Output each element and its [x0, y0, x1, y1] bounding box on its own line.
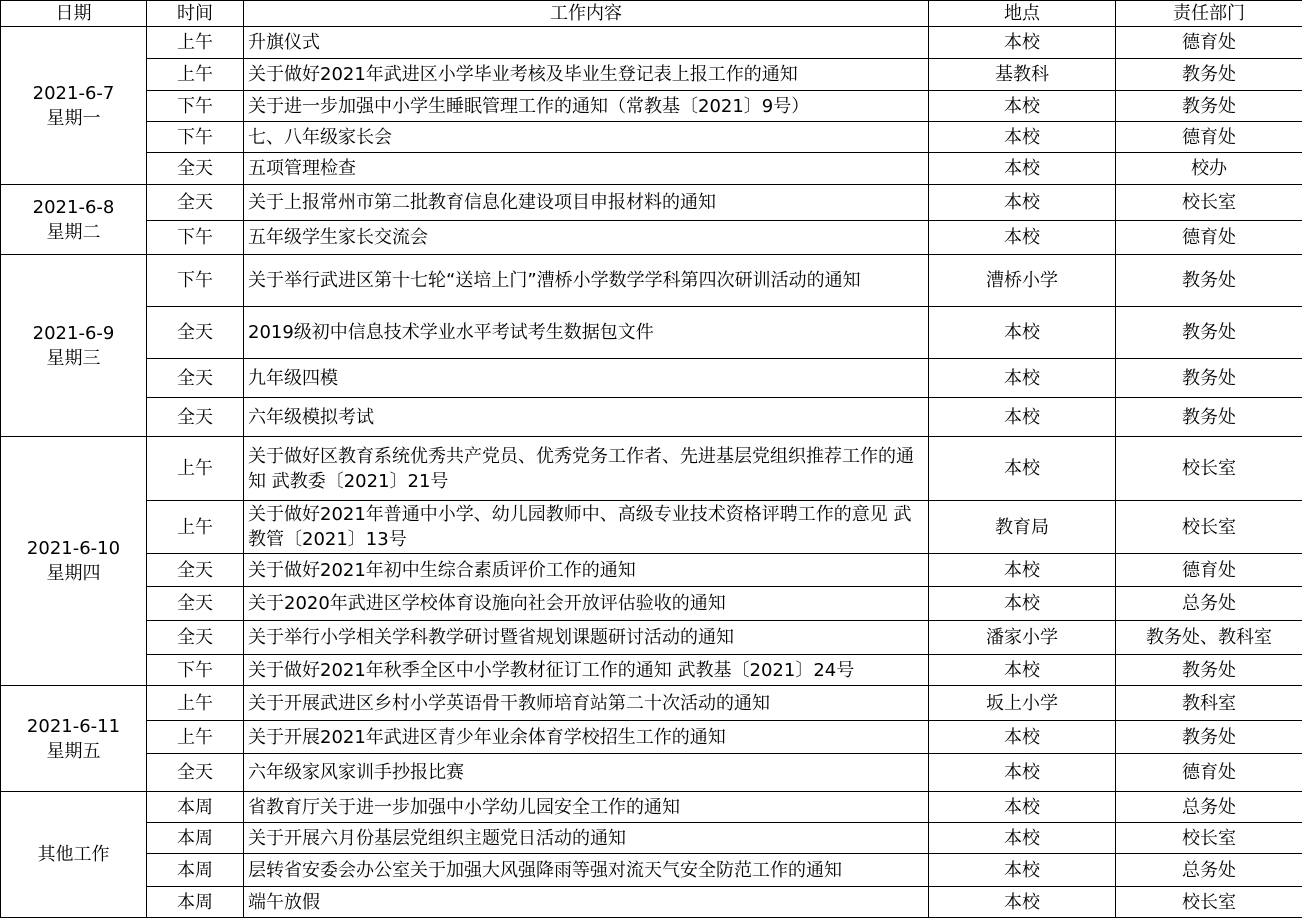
location-cell: 本校	[929, 27, 1116, 59]
table-row	[1, 437, 1302, 501]
content-cell: 六年级模拟考试	[244, 398, 929, 437]
content-cell: 九年级四模	[244, 359, 929, 398]
content-cell: 关于开展六月份基层党组织主题党日活动的通知	[244, 823, 929, 854]
table-row	[1, 122, 1302, 153]
header-row	[1, 1, 1302, 27]
schedule-body	[1, 27, 1302, 918]
time-cell: 全天	[147, 359, 244, 398]
date-cell	[1, 255, 147, 437]
department-cell: 教务处	[1116, 721, 1302, 754]
location-cell: 本校	[929, 587, 1116, 621]
department-cell: 总务处	[1116, 792, 1302, 823]
table-row	[1, 153, 1302, 185]
table-row	[1, 255, 1302, 307]
date-label: 其他工作	[37, 844, 110, 865]
location-cell: 本校	[929, 122, 1116, 153]
table-row	[1, 359, 1302, 398]
department-cell: 教务处	[1116, 398, 1302, 437]
table-row	[1, 27, 1302, 59]
content-cell: 关于进一步加强中小学生睡眠管理工作的通知（常教基〔2021〕9号）	[244, 91, 929, 122]
time-cell: 上午	[147, 27, 244, 59]
location-cell: 本校	[929, 91, 1116, 122]
department-cell: 校长室	[1116, 185, 1302, 221]
date-label: 2021-6-10	[26, 538, 121, 559]
department-cell: 教务处	[1116, 359, 1302, 398]
time-cell: 上午	[147, 686, 244, 721]
content-cell: 升旗仪式	[244, 27, 929, 59]
time-cell: 本周	[147, 792, 244, 823]
time-cell: 上午	[147, 721, 244, 754]
department-cell: 校长室	[1116, 437, 1302, 501]
content-cell: 关于开展武进区乡村小学英语骨干教师培育站第二十次活动的通知	[244, 686, 929, 721]
table-row	[1, 823, 1302, 854]
department-cell: 教务处	[1116, 307, 1302, 359]
location-cell: 本校	[929, 307, 1116, 359]
content-cell: 关于开展2021年武进区青少年业余体育学校招生工作的通知	[244, 721, 929, 754]
location-cell: 本校	[929, 398, 1116, 437]
content-cell: 关于2020年武进区学校体育设施向社会开放评估验收的通知	[244, 587, 929, 621]
content-cell: 关于上报常州市第二批教育信息化建设项目申报材料的通知	[244, 185, 929, 221]
table-row	[1, 307, 1302, 359]
table-row	[1, 221, 1302, 255]
table-row	[1, 91, 1302, 122]
department-cell: 教科室	[1116, 686, 1302, 721]
department-cell: 校长室	[1116, 501, 1302, 554]
content-cell: 关于举行小学相关学科教学研讨暨省规划课题研讨活动的通知	[244, 621, 929, 655]
department-cell: 校办	[1116, 153, 1302, 185]
weekday-label: 星期四	[46, 563, 101, 584]
location-cell: 本校	[929, 721, 1116, 754]
content-cell: 层转省安委会办公室关于加强大风强降雨等强对流天气安全防范工作的通知	[244, 854, 929, 887]
weekday-label: 星期三	[46, 347, 101, 369]
date-cell	[1, 185, 147, 255]
location-cell: 本校	[929, 854, 1116, 887]
department-cell: 德育处	[1116, 221, 1302, 255]
time-cell: 全天	[147, 398, 244, 437]
location-cell: 本校	[929, 359, 1116, 398]
time-cell: 全天	[147, 587, 244, 621]
date-cell	[1, 27, 147, 185]
table-row	[1, 501, 1302, 554]
department-cell: 总务处	[1116, 854, 1302, 887]
date-label: 2021-6-8	[32, 196, 115, 218]
content-cell: 省教育厅关于进一步加强中小学幼儿园安全工作的通知	[244, 792, 929, 823]
department-cell: 校长室	[1116, 823, 1302, 854]
weekday-label: 星期一	[46, 107, 101, 129]
department-cell: 德育处	[1116, 554, 1302, 587]
table-row	[1, 721, 1302, 754]
time-cell: 上午	[147, 501, 244, 554]
department-cell: 德育处	[1116, 754, 1302, 792]
table-row	[1, 854, 1302, 887]
location-cell: 本校	[929, 655, 1116, 686]
content-cell: 关于做好2021年普通中小学、幼儿园教师中、高级专业技术资格评聘工作的意见 武教管〔2021〕13号	[244, 501, 929, 554]
content-cell: 五年级学生家长交流会	[244, 221, 929, 255]
table-row	[1, 792, 1302, 823]
table-row	[1, 398, 1302, 437]
time-cell: 上午	[147, 437, 244, 501]
date-label: 2021-6-7	[32, 82, 115, 104]
department-cell: 教务处	[1116, 91, 1302, 122]
time-cell: 下午	[147, 221, 244, 255]
content-cell: 关于举行武进区第十七轮“送培上门”漕桥小学数学学科第四次研训活动的通知	[244, 255, 929, 307]
table-row	[1, 655, 1302, 686]
time-cell: 本周	[147, 887, 244, 918]
table-row	[1, 554, 1302, 587]
department-cell: 教务处	[1116, 655, 1302, 686]
content-cell: 端午放假	[244, 887, 929, 918]
time-cell: 本周	[147, 854, 244, 887]
department-cell: 校长室	[1116, 887, 1302, 918]
location-cell: 潘家小学	[929, 621, 1116, 655]
time-cell: 下午	[147, 255, 244, 307]
table-row	[1, 185, 1302, 221]
header-time: 时间	[147, 1, 244, 27]
department-cell: 德育处	[1116, 27, 1302, 59]
location-cell: 本校	[929, 754, 1116, 792]
location-cell: 漕桥小学	[929, 255, 1116, 307]
table-row	[1, 587, 1302, 621]
content-cell: 五项管理检查	[244, 153, 929, 185]
time-cell: 下午	[147, 122, 244, 153]
table-row	[1, 887, 1302, 918]
content-cell: 关于做好2021年初中生综合素质评价工作的通知	[244, 554, 929, 587]
time-cell: 上午	[147, 59, 244, 91]
location-cell: 本校	[929, 437, 1116, 501]
location-cell: 本校	[929, 823, 1116, 854]
location-cell: 本校	[929, 792, 1116, 823]
date-cell	[1, 792, 147, 918]
header-location: 地点	[929, 1, 1116, 27]
time-cell: 全天	[147, 153, 244, 185]
date-label: 2021-6-11	[26, 715, 121, 737]
department-cell: 教务处	[1116, 59, 1302, 91]
date-cell	[1, 437, 147, 686]
location-cell: 本校	[929, 887, 1116, 918]
date-label: 2021-6-9	[32, 322, 115, 344]
header-content: 工作内容	[244, 1, 929, 27]
location-cell: 教育局	[929, 501, 1116, 554]
time-cell: 下午	[147, 655, 244, 686]
header-department: 责任部门	[1116, 1, 1302, 27]
weekday-label: 星期二	[46, 221, 101, 243]
time-cell: 全天	[147, 554, 244, 587]
location-cell: 坂上小学	[929, 686, 1116, 721]
time-cell: 全天	[147, 754, 244, 792]
department-cell: 教务处	[1116, 255, 1302, 307]
content-cell: 2019级初中信息技术学业水平考试考生数据包文件	[244, 307, 929, 359]
department-cell: 德育处	[1116, 122, 1302, 153]
content-cell: 六年级家风家训手抄报比赛	[244, 754, 929, 792]
location-cell: 本校	[929, 185, 1116, 221]
location-cell: 本校	[929, 153, 1116, 185]
time-cell: 全天	[147, 307, 244, 359]
content-cell: 关于做好2021年秋季全区中小学教材征订工作的通知 武教基〔2021〕24号	[244, 655, 929, 686]
time-cell: 全天	[147, 185, 244, 221]
location-cell: 基教科	[929, 59, 1116, 91]
table-row	[1, 686, 1302, 721]
department-cell: 总务处	[1116, 587, 1302, 621]
location-cell: 本校	[929, 554, 1116, 587]
time-cell: 下午	[147, 91, 244, 122]
table-row	[1, 754, 1302, 792]
location-cell: 本校	[929, 221, 1116, 255]
table-row	[1, 621, 1302, 655]
content-cell: 关于做好2021年武进区小学毕业考核及毕业生登记表上报工作的通知	[244, 59, 929, 91]
content-cell: 七、八年级家长会	[244, 122, 929, 153]
department-cell: 教务处、教科室	[1116, 621, 1302, 655]
table-row	[1, 59, 1302, 91]
content-cell: 关于做好区教育系统优秀共产党员、优秀党务工作者、先进基层党组织推荐工作的通知 武教委〔2021〕21号	[244, 437, 929, 501]
header-date: 日期	[1, 1, 147, 27]
time-cell: 本周	[147, 823, 244, 854]
date-cell	[1, 686, 147, 792]
weekday-label: 星期五	[46, 740, 101, 762]
time-cell: 全天	[147, 621, 244, 655]
